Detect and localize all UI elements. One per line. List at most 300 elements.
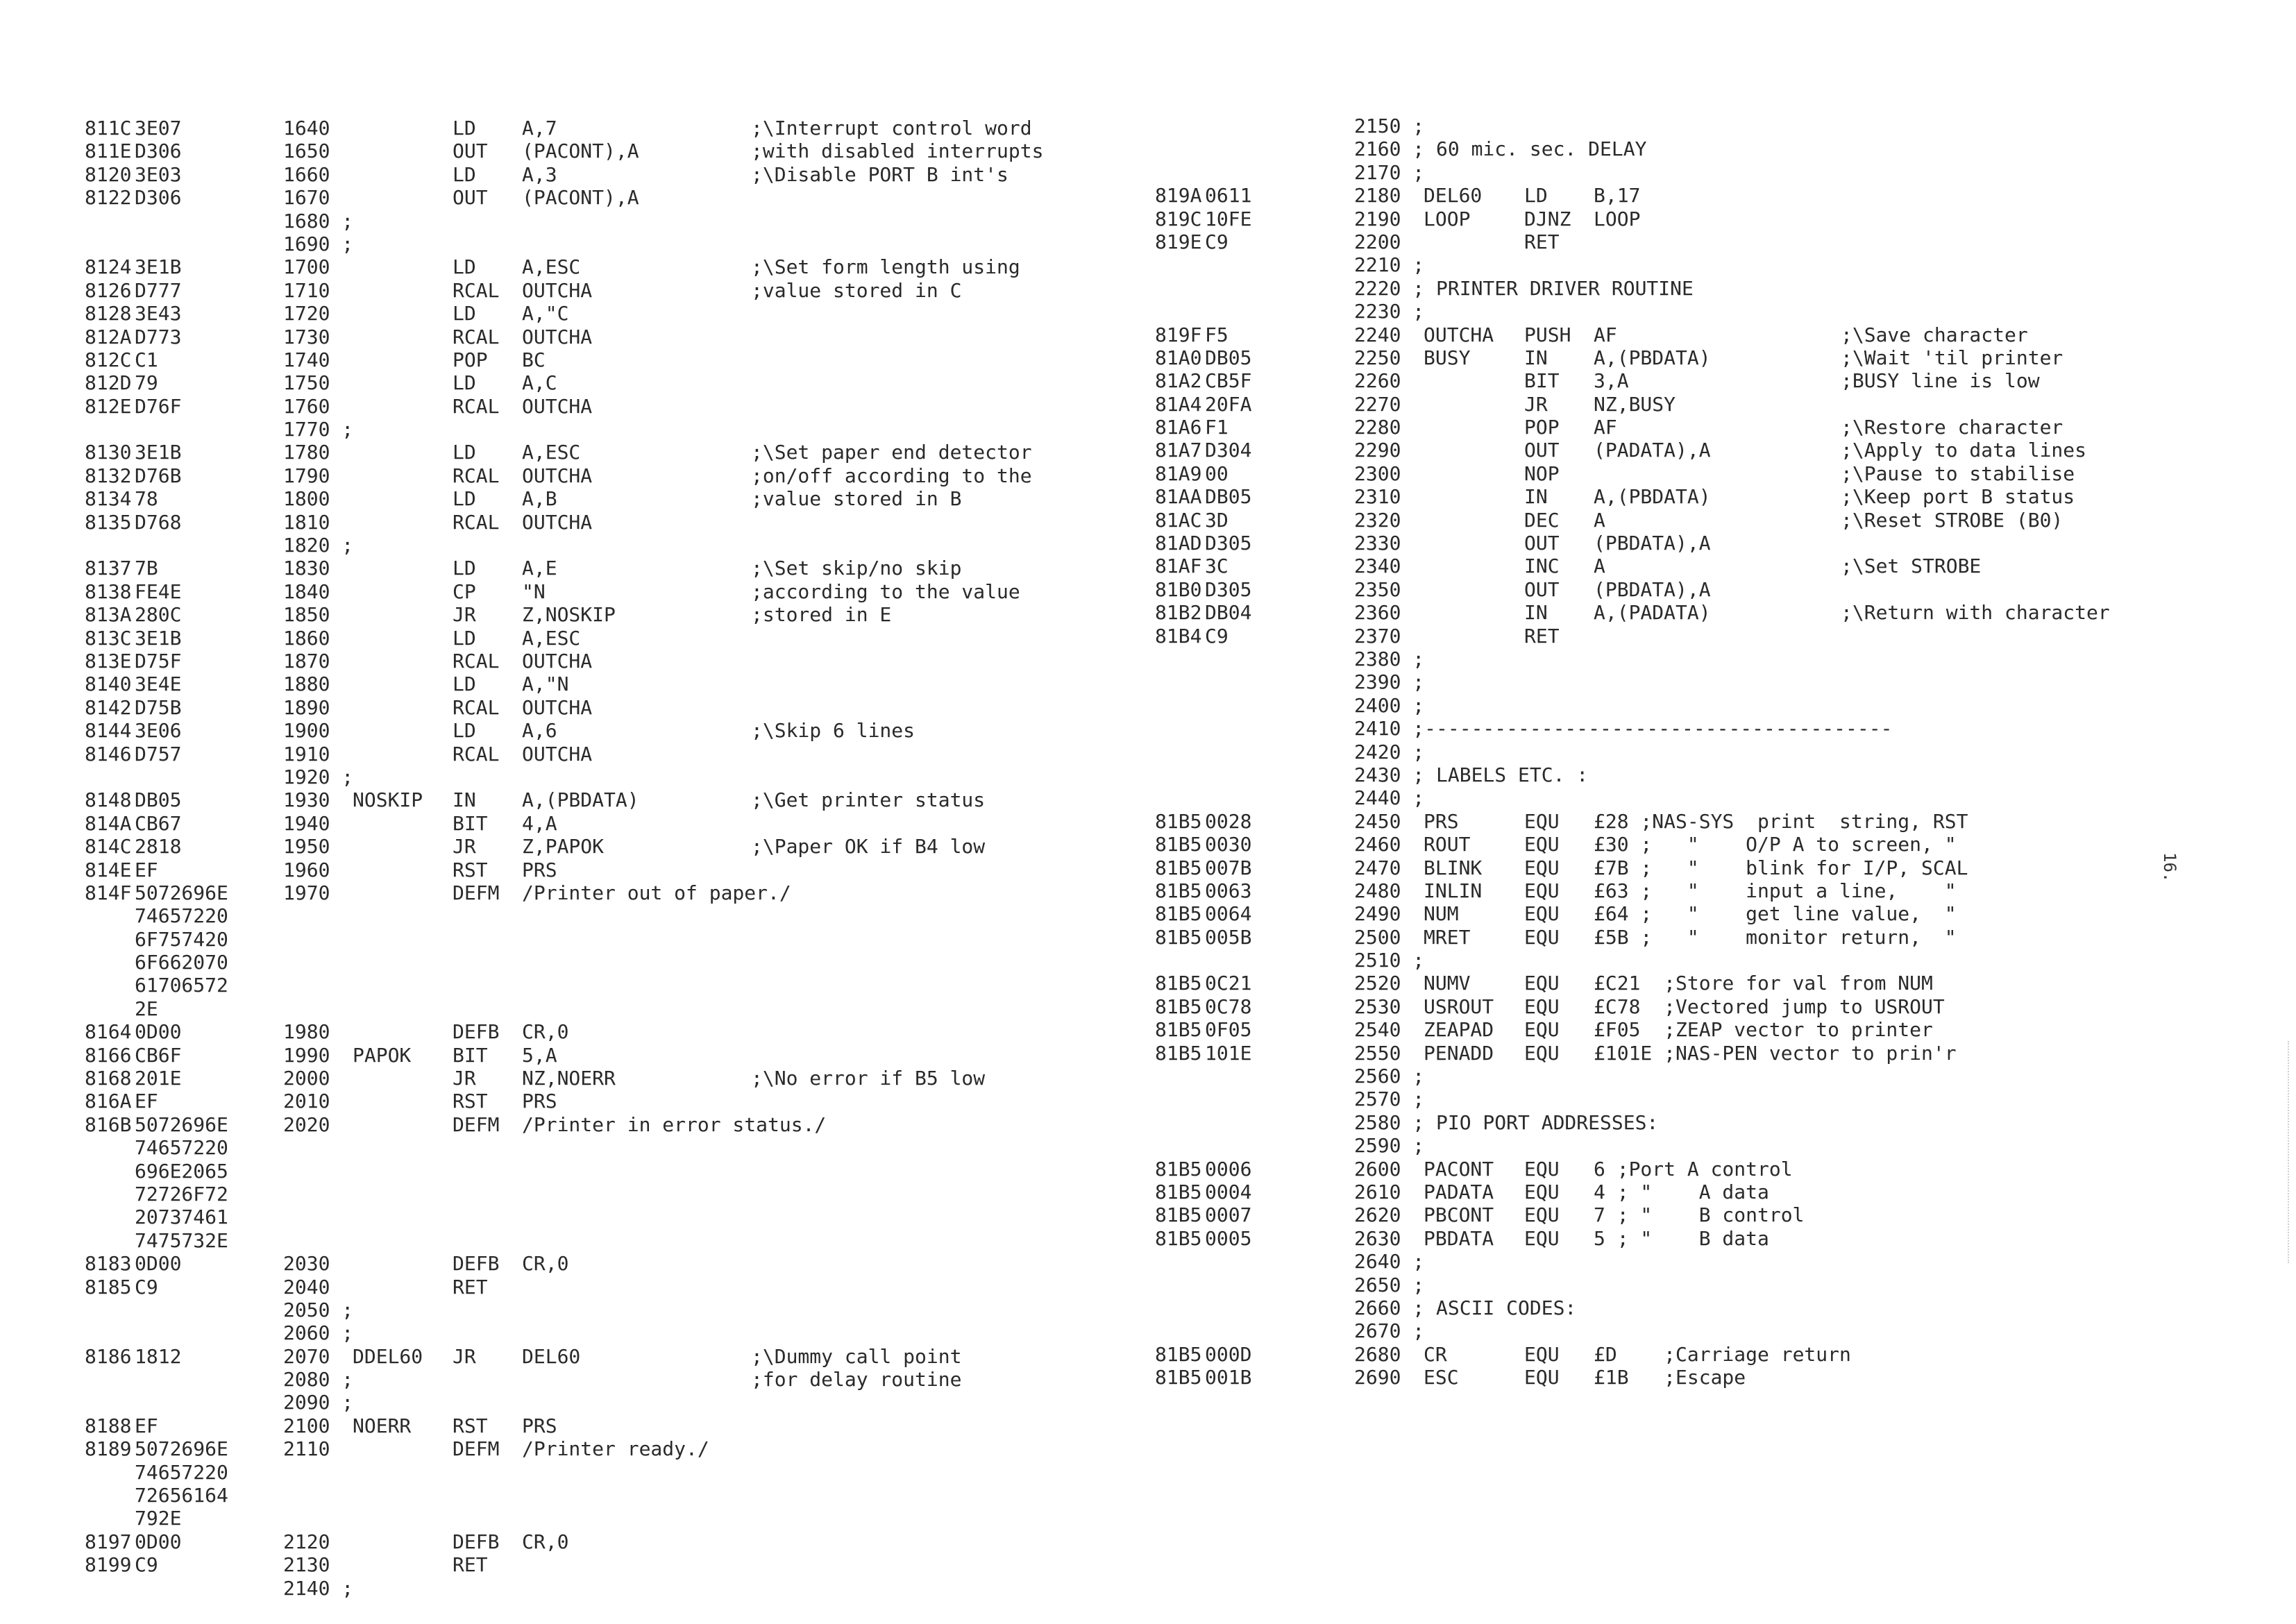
object-code: 3E1B [135, 441, 182, 464]
listing-line [1155, 972, 2265, 995]
listing-line [1155, 879, 2265, 902]
listing-line [85, 1160, 1195, 1183]
listing-line [1155, 369, 2265, 392]
address: 81B5 [1155, 995, 1202, 1018]
line-number: 2020 [283, 1113, 330, 1136]
operand: £D ;Carriage return [1594, 1342, 1851, 1366]
listing-line [85, 719, 1195, 742]
opcode: RCAL [453, 742, 500, 766]
listing-line [85, 1368, 1195, 1391]
object-code: CB5F [1205, 369, 1252, 393]
address: 812A [85, 325, 132, 348]
opcode: LD [1524, 184, 1548, 208]
listing-column-right [1155, 115, 2265, 1389]
line-number: 2290 [1354, 439, 1401, 462]
listing-line [1155, 601, 2265, 624]
operand: £C21 ;Store for val from NUM [1594, 972, 1933, 995]
object-code: 101E [1205, 1041, 1252, 1065]
listing-line [85, 1507, 1195, 1530]
listing-line [1155, 1181, 2265, 1203]
listing-line [85, 1067, 1195, 1090]
opcode: LD [453, 557, 476, 580]
object-code: 0006 [1205, 1157, 1252, 1181]
object-code: D75B [135, 695, 182, 719]
listing-line [1155, 1366, 2265, 1389]
operand: B,17 [1594, 184, 1641, 208]
object-code: D76B [135, 464, 182, 487]
listing-line [1155, 949, 2265, 972]
operand: AF [1594, 416, 1617, 439]
address: 81B5 [1155, 1366, 1202, 1389]
opcode: RET [1524, 624, 1560, 648]
listing-line [1155, 555, 2265, 577]
opcode: DJNZ [1524, 207, 1571, 230]
listing-line [1155, 1042, 2265, 1065]
object-code: 6F757420 [135, 927, 228, 951]
operand: (PACONT),A [522, 186, 639, 210]
object-code: 001B [1205, 1366, 1252, 1389]
opcode: EQU [1524, 1226, 1560, 1250]
line-number: 1780 [283, 441, 330, 464]
listing-line [1155, 741, 2265, 763]
line-number: 1860 [283, 626, 330, 650]
line-number: 2300 [1354, 462, 1401, 485]
opcode: RST [453, 858, 488, 881]
listing-line [1155, 208, 2265, 230]
listing-line [85, 858, 1195, 881]
object-code: 3C [1205, 555, 1229, 578]
line-number: 2670 ; [1354, 1319, 1425, 1343]
line-number: 2620 [1354, 1203, 1401, 1227]
line-number: 2600 [1354, 1157, 1401, 1181]
listing-line [85, 1437, 1195, 1460]
operand: £63 ; " input a line, " [1594, 879, 1957, 902]
object-code: C1 [135, 348, 158, 371]
listing-line [85, 348, 1195, 371]
opcode: JR [1524, 392, 1548, 416]
listing-line [1155, 323, 2265, 346]
address: 8134 [85, 487, 132, 511]
listing-line [85, 1553, 1195, 1576]
object-code: 3E03 [135, 162, 182, 186]
operand: A,6 [522, 719, 557, 743]
address: 812E [85, 394, 132, 418]
object-code: 3E4E [135, 673, 182, 696]
listing-line [1155, 393, 2265, 416]
listing-line [85, 232, 1195, 255]
operand: OUTCHA [522, 695, 593, 719]
listing-line [85, 650, 1195, 673]
opcode: DEFB [453, 1252, 500, 1276]
address: 81AF [1155, 555, 1202, 578]
address: 812D [85, 371, 132, 395]
listing-line [1155, 1203, 2265, 1226]
object-code: 0D00 [135, 1530, 182, 1553]
operand: 5,A [522, 1043, 557, 1067]
comment: ;\Restore character [1841, 416, 2063, 439]
listing-line [1155, 578, 2265, 601]
label: PADATA [1424, 1180, 1494, 1203]
address: 8124 [85, 255, 132, 279]
listing-line [85, 1391, 1195, 1414]
object-code: 1812 [135, 1344, 182, 1368]
listing-line [1155, 532, 2265, 555]
line-number: 2560 ; [1354, 1065, 1425, 1088]
line-number: 2170 ; [1354, 160, 1425, 184]
line-number: 1910 [283, 742, 330, 766]
opcode: JR [453, 835, 476, 858]
opcode: RET [1524, 230, 1560, 253]
opcode: LD [453, 117, 476, 139]
comment: ;\Apply to data lines [1841, 439, 2087, 462]
opcode: DEC [1524, 508, 1560, 532]
object-code: 0028 [1205, 809, 1252, 833]
address: 81B5 [1155, 1041, 1202, 1065]
listing-line [85, 743, 1195, 766]
object-code: 0030 [1205, 833, 1252, 856]
listing-line [1155, 648, 2265, 670]
label: ROUT [1424, 833, 1471, 856]
opcode: EQU [1524, 1157, 1560, 1181]
opcode: EQU [1524, 1041, 1560, 1065]
opcode: IN [1524, 601, 1548, 625]
object-code: C9 [1205, 624, 1229, 648]
listing-line [85, 186, 1195, 209]
opcode: EQU [1524, 833, 1560, 856]
listing-line [85, 904, 1195, 927]
object-code: C9 [135, 1275, 158, 1299]
listing-line [1155, 810, 2265, 833]
opcode: RCAL [453, 695, 500, 719]
object-code: 0C78 [1205, 995, 1252, 1018]
opcode: RET [453, 1275, 488, 1299]
listing-line [85, 1183, 1195, 1206]
object-code: DB05 [135, 788, 182, 812]
address: 8199 [85, 1553, 132, 1577]
operand: A,(PBDATA) [522, 788, 639, 812]
line-number: 2640 ; [1354, 1250, 1425, 1274]
listing-line [85, 1530, 1195, 1553]
operand: OUTCHA [522, 510, 593, 534]
address: 8142 [85, 695, 132, 719]
listing-line [85, 1229, 1195, 1252]
opcode: OUT [1524, 439, 1560, 462]
object-code: DB05 [1205, 485, 1252, 509]
object-code: 0C21 [1205, 972, 1252, 995]
address: 8185 [85, 1275, 132, 1299]
listing-line [1155, 277, 2265, 300]
line-number: 2210 ; [1354, 253, 1425, 277]
address: 81B5 [1155, 1226, 1202, 1250]
listing-line [85, 1461, 1195, 1484]
listing-line [85, 881, 1195, 904]
listing-line [85, 534, 1195, 557]
listing-line [1155, 833, 2265, 856]
operand: £F05 ;ZEAP vector to printer [1594, 1018, 1933, 1042]
object-code: 3E1B [135, 626, 182, 650]
object-code: 20737461 [135, 1206, 228, 1229]
opcode: LD [453, 255, 476, 279]
opcode: DEFM [453, 1437, 500, 1461]
opcode: NOP [1524, 462, 1560, 485]
operand: A,"C [522, 302, 569, 325]
label: PRS [1424, 809, 1459, 833]
opcode: DEFB [453, 1530, 500, 1553]
operand: A [1594, 555, 1605, 578]
label: DDEL60 [353, 1344, 423, 1368]
line-number: 1760 [283, 394, 330, 418]
line-number: 2660 ; ASCII CODES: [1354, 1296, 1577, 1319]
line-number: 2480 [1354, 879, 1401, 902]
opcode: EQU [1524, 995, 1560, 1018]
line-number: 2160 ; 60 mic. sec. DELAY [1354, 137, 1647, 161]
object-code: 10FE [1205, 207, 1252, 230]
object-code: DB05 [1205, 346, 1252, 369]
comment: ;\Skip 6 lines [751, 719, 915, 743]
line-number: 1810 [283, 510, 330, 534]
object-code: 007B [1205, 856, 1252, 879]
address: 81A0 [1155, 346, 1202, 369]
line-number: 2430 ; LABELS ETC. : [1354, 763, 1589, 786]
line-number: 1740 [283, 348, 330, 371]
object-code: D75F [135, 649, 182, 673]
operand: /Printer out of paper./ [522, 881, 791, 904]
object-code: 201E [135, 1067, 182, 1090]
label: BUSY [1424, 346, 1471, 369]
address: 8135 [85, 510, 132, 534]
listing-line [85, 1484, 1195, 1507]
address: 81B4 [1155, 624, 1202, 648]
line-number: 1980 [283, 1020, 330, 1044]
object-code: 0064 [1205, 902, 1252, 926]
operand: DEL60 [522, 1344, 581, 1368]
listing-line [1155, 1227, 2265, 1250]
line-number: 1970 [283, 881, 330, 904]
listing-line [1155, 1296, 2265, 1319]
listing-line [1155, 1134, 2265, 1157]
label: ESC [1424, 1366, 1459, 1389]
operand: (PBDATA),A [1594, 577, 1711, 601]
listing-line [1155, 670, 2265, 693]
listing-line [85, 163, 1195, 186]
operand: (PACONT),A [522, 139, 639, 163]
listing-line [1155, 1065, 2265, 1088]
line-number: 2690 [1354, 1366, 1401, 1389]
operand: OUTCHA [522, 325, 593, 348]
line-number: 1820 ; [283, 534, 354, 557]
listing-line [85, 603, 1195, 626]
object-code: CB6F [135, 1043, 182, 1067]
line-number: 1700 [283, 255, 330, 279]
opcode: OUT [453, 139, 488, 163]
opcode: LD [453, 487, 476, 511]
listing-line [85, 302, 1195, 325]
listing-line [1155, 1319, 2265, 1342]
line-number: 1830 [283, 557, 330, 580]
opcode: LD [453, 371, 476, 395]
opcode: EQU [1524, 856, 1560, 879]
listing-column-left [85, 117, 1195, 1600]
listing-line [85, 580, 1195, 603]
object-code: 20FA [1205, 392, 1252, 416]
address: 8166 [85, 1043, 132, 1067]
object-code: 00 [1205, 462, 1229, 485]
address: 8186 [85, 1344, 132, 1368]
object-code: EF [135, 858, 158, 881]
address: 81AD [1155, 532, 1202, 555]
opcode: EQU [1524, 1203, 1560, 1227]
line-number: 2060 ; [283, 1321, 354, 1345]
object-code: 0005 [1205, 1226, 1252, 1250]
operand: A,ESC [522, 255, 581, 279]
address: 81B5 [1155, 1018, 1202, 1042]
line-number: 1790 [283, 464, 330, 487]
label: LOOP [1424, 207, 1471, 230]
comment: ;stored in E [751, 603, 892, 627]
label: PAPOK [353, 1043, 412, 1067]
line-number: 2310 [1354, 485, 1401, 509]
object-code: 0F05 [1205, 1018, 1252, 1042]
line-number: 2040 [283, 1275, 330, 1299]
comment: ;according to the value [751, 580, 1020, 603]
operand: CR,0 [522, 1530, 569, 1553]
address: 81A2 [1155, 369, 1202, 393]
object-code: D305 [1205, 577, 1252, 601]
object-code: 79 [135, 371, 158, 395]
listing-line [85, 673, 1195, 695]
line-number: 2070 [283, 1344, 330, 1368]
opcode: EQU [1524, 1180, 1560, 1203]
address: 81B5 [1155, 879, 1202, 902]
opcode: LD [453, 302, 476, 325]
address: 8140 [85, 673, 132, 696]
listing-line [85, 371, 1195, 394]
address: 81A4 [1155, 392, 1202, 416]
object-code: 2E [135, 997, 158, 1020]
operand: OUTCHA [522, 464, 593, 487]
operand: A [1594, 508, 1605, 532]
operand: CR,0 [522, 1252, 569, 1276]
listing-line [1155, 856, 2265, 879]
listing-line [85, 139, 1195, 162]
operand: 4,A [522, 811, 557, 835]
object-code: 72656164 [135, 1484, 228, 1507]
line-number: 1920 ; [283, 765, 354, 788]
address: 8138 [85, 580, 132, 603]
listing-line [85, 812, 1195, 835]
comment: ;value stored in C [751, 278, 962, 302]
object-code: 2818 [135, 835, 182, 858]
address: 813E [85, 649, 132, 673]
label: INLIN [1424, 879, 1483, 902]
object-code: 5072696E [135, 881, 228, 904]
line-number: 2190 [1354, 207, 1401, 230]
object-code: 0D00 [135, 1020, 182, 1044]
listing-line [1155, 763, 2265, 786]
object-code: 5072696E [135, 1437, 228, 1461]
line-number: 1670 [283, 186, 330, 210]
address: 8188 [85, 1414, 132, 1437]
listing-line [85, 418, 1195, 441]
line-number: 2420 ; [1354, 740, 1425, 763]
listing-line [85, 255, 1195, 278]
opcode: IN [1524, 485, 1548, 509]
operand: Z,PAPOK [522, 835, 605, 858]
listing-line [85, 1020, 1195, 1043]
line-number: 2270 [1354, 392, 1401, 416]
address: 8183 [85, 1252, 132, 1276]
object-code: 72726F72 [135, 1182, 228, 1206]
address: 813A [85, 603, 132, 627]
listing-line [85, 511, 1195, 534]
address: 81AC [1155, 508, 1202, 532]
address: 8137 [85, 557, 132, 580]
address: 811C [85, 117, 132, 139]
listing-line [85, 557, 1195, 580]
comment: ;\Set skip/no skip [751, 557, 962, 580]
object-code: 3E07 [135, 117, 182, 139]
operand: A,(PBDATA) [1594, 346, 1711, 369]
object-code: 696E2065 [135, 1159, 228, 1183]
object-code: 000D [1205, 1342, 1252, 1366]
operand: (PBDATA),A [1594, 532, 1711, 555]
address: 8197 [85, 1530, 132, 1553]
line-number: 2460 [1354, 833, 1401, 856]
opcode: EQU [1524, 1366, 1560, 1389]
label: CR [1424, 1342, 1447, 1366]
line-number: 1950 [283, 835, 330, 858]
comment: ;\Keep port B status [1841, 485, 2075, 509]
listing-line [85, 1414, 1195, 1437]
opcode: JR [453, 1344, 476, 1368]
label: NUMV [1424, 972, 1471, 995]
object-code: D306 [135, 139, 182, 163]
object-code: FE4E [135, 580, 182, 603]
operand: OUTCHA [522, 394, 593, 418]
line-number: 2490 [1354, 902, 1401, 926]
line-number: 2510 ; [1354, 949, 1425, 972]
object-code: 6F662070 [135, 951, 228, 974]
object-code: 0007 [1205, 1203, 1252, 1227]
operand: A,ESC [522, 626, 581, 650]
opcode: EQU [1524, 1018, 1560, 1042]
opcode: EQU [1524, 972, 1560, 995]
listing-line [1155, 995, 2265, 1018]
operand: PRS [522, 858, 557, 881]
operand: £7B ; " blink for I/P, SCAL [1594, 856, 1968, 879]
line-number: 2150 ; [1354, 115, 1425, 137]
line-number: 1960 [283, 858, 330, 881]
line-number: 2260 [1354, 369, 1401, 393]
operand: £30 ; " O/P A to screen, " [1594, 833, 1957, 856]
comment: ;\Set STROBE [1841, 555, 1982, 578]
opcode: LD [453, 626, 476, 650]
address: 8144 [85, 719, 132, 743]
line-number: 2360 [1354, 601, 1401, 625]
object-code: D757 [135, 742, 182, 766]
line-number: 2230 ; [1354, 300, 1425, 323]
opcode: EQU [1524, 1342, 1560, 1366]
operand: A,E [522, 557, 557, 580]
label: DEL60 [1424, 184, 1483, 208]
opcode: RCAL [453, 464, 500, 487]
line-number: 2140 ; [283, 1576, 354, 1600]
opcode: EQU [1524, 925, 1560, 949]
line-number: 1900 [283, 719, 330, 743]
operand: A,"N [522, 673, 569, 696]
operand: /Printer ready./ [522, 1437, 709, 1461]
object-code: 792E [135, 1507, 182, 1530]
